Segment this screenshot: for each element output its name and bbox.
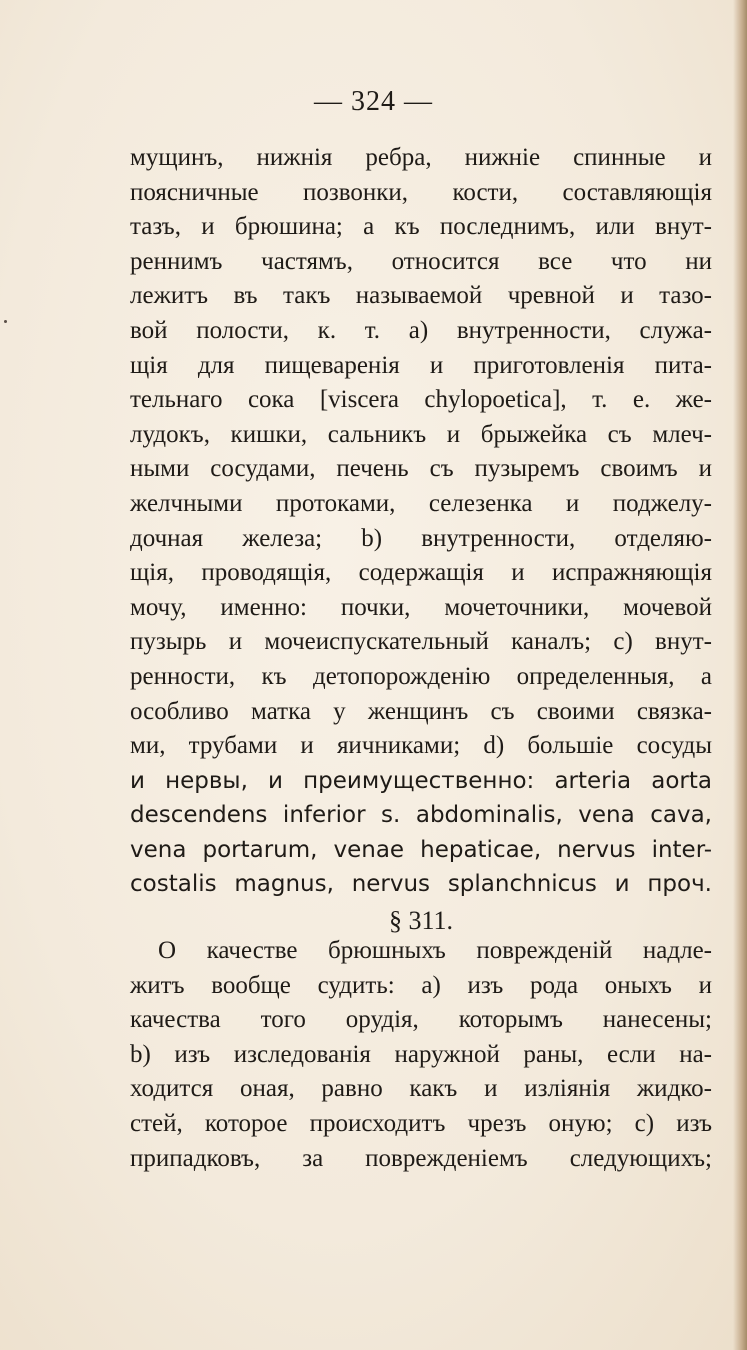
section-heading: § 311.	[388, 906, 454, 936]
section-line-6: стей, которое происходитъ чрезъ оную; c) изъ	[130, 1109, 712, 1137]
section-line-4: b) изъ изследованія наружной раны, если на-	[130, 1040, 712, 1068]
text-line-6: вой полости, к. т. а) внутренности, служа-	[130, 316, 712, 344]
text-line-22: costalis magnus, nervus splanchnicus и проч.	[130, 871, 712, 898]
section-line-7: припадковъ, за поврежденіемъ следующихъ;	[130, 1144, 712, 1172]
text-line-11: желчными протоками, селезенка и поджелу-	[130, 489, 712, 517]
section-line-5: ходится оная, равно какъ и изліянія жидко-	[130, 1075, 712, 1103]
section-line-2: житъ вообще судить: а) изъ рода оныхъ и	[130, 971, 712, 999]
page-edge-shadow	[733, 0, 747, 1350]
text-line-10: ными сосудами, печень съ пузыремъ своимъ и	[130, 455, 712, 483]
text-line-9: лудокъ, кишки, сальникъ и брыжейка съ млеч-	[130, 420, 712, 448]
text-line-14: мочу, именно: почки, мочеточники, мочевой	[130, 593, 712, 621]
text-line-7: щія для пищеваренія и приготовленія пита-	[130, 351, 712, 379]
section-paragraph	[130, 934, 712, 1176]
text-line-12: дочная железа; b) внутренности, отделяю-	[130, 524, 712, 552]
text-line-8: тельнаго сока [viscera chylopoetica], т. е. же-	[130, 386, 712, 414]
main-paragraph	[130, 141, 712, 940]
text-line-16: ренности, къ детопорожденію определенныя, а	[130, 662, 712, 690]
ink-speck	[4, 320, 7, 323]
text-line-19: и нервы, и преимущественно: arteria aorta	[130, 767, 712, 794]
text-line-15: пузырь и мочеиспускательный каналъ; c) внут-	[130, 628, 712, 656]
text-line-2: поясничные позвонки, кости, составляющія	[130, 178, 712, 206]
text-line-20: descendens inferior s. abdominalis, vena cava,	[130, 802, 712, 829]
section-line-1: О качестве брюшныхъ поврежденій надле-	[158, 937, 712, 964]
text-line-18: ми, трубами и яичниками; d) большіе сосуды	[130, 732, 712, 760]
text-line-21: vena portarum, venae hepaticae, nervus inter-	[130, 836, 712, 863]
text-line-1: мущинъ, нижнія ребра, нижніе спинные и	[130, 144, 712, 171]
text-line-13: щія, проводящія, содержащія и испражняющія	[130, 559, 712, 587]
page-number: — 324 —	[314, 86, 433, 117]
text-line-5: лежитъ въ такъ называемой чревной и тазо-	[130, 282, 712, 310]
text-line-17: особливо матка у женщинъ съ своими связка-	[130, 697, 712, 725]
text-line-3: тазъ, и брюшина; а къ последнимъ, или внут-	[130, 213, 712, 241]
text-line-4: реннимъ частямъ, относится все что ни	[130, 247, 712, 275]
section-line-3: качества того орудія, которымъ нанесены;	[130, 1006, 712, 1034]
